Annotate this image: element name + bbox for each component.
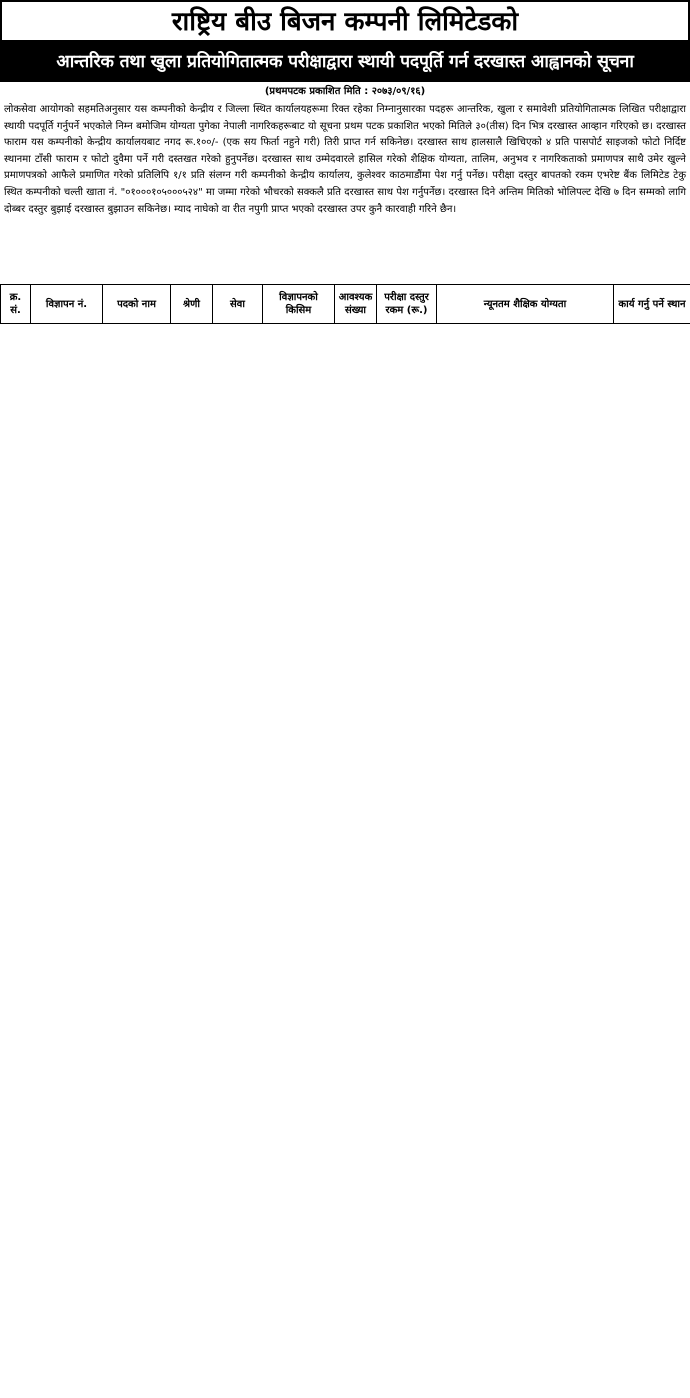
- org-name: राष्ट्रिय बीउ बिजन कम्पनी लिमिटेडको: [0, 0, 690, 42]
- col-location: कार्य गर्नु पर्ने स्थान: [614, 285, 690, 324]
- col-qualification: न्यूनतम शैक्षिक योग्यता: [437, 285, 614, 324]
- col-ad-type: विज्ञापनको किसिम: [263, 285, 335, 324]
- notice-headline: आन्तरिक तथा खुला प्रतियोगितात्मक परीक्षाद्वारा स्थायी पदपूर्ति गर्न दरखास्त आह्वानको सूचना: [0, 42, 690, 82]
- publication-date: (प्रथमपटक प्रकाशित मिति : २०७३/०९/१६): [264, 86, 426, 97]
- intro-paragraph: लोकसेवा आयोगको सहमतिअनुसार यस कम्पनीको केन्द्रीय र जिल्ला स्थित कार्यालयहरूमा रिक्त रहेका निम्नानुसारका पदहरू आन्तरिक, खुला र समावेशी प्रतियोगितात्मक लिखित परीक्षाद्वारा स्थायी पदपूर्ति गर्नुपर्ने भएकोले निम्न बमोजिम योग्यता पुगेका नेपाली नागरिकहरूबाट यो सूचना प्रथम पटक प्रकाशित भएको मितिले ३०(तीस) दिन भित्र दरखास्त आव्हान गरिएको छ। दरखास्त फाराम यस कम्पनीको केन्द्रीय कार्यालयबाट नगद रू.१००/- (एक सय फिर्ता नहुने गरी) तिरी प्राप्त गर्न सकिनेछ। दरखास्त साथ हालसालै खिचिएको ४ प्रति पासपोर्ट साइजको फोटो निर्दिष्ट स्थानमा टाँसी फाराम र फोटो दुवैमा पर्ने गरी दस्तखत गरेको हुनुपर्नेछ। दरखास्त साथ उम्मेदवारले हासिल गरेको शैक्षिक योग्यता, तालिम, अनुभव र नागरिकताको प्रमाणपत्र साथै उमेर खुल्ने प्रमाणपत्रको आफैले प्रमाणित गरेको प्रतिलिपि १/१ प्रति संलग्न गरी कम्पनीको केन्द्रीय कार्यालय, कुलेश्वर काठमाडौंमा पेश गर्नु पर्नेछ। परीक्षा दस्तुर बापतको रकम एभरेष्ट बैंक लिमिटेड टेकु स्थित कम्पनीको चल्ती खाता नं. "०१०००१०५०००५२४" मा जम्मा गरेको भौचरको सक्कलै प्रति दरखास्त साथ पेश गर्नुपर्नेछ। दरखास्त दिने अन्तिम मितिको भोलिपल्ट देखि ७ दिन सम्मको लागि दोब्बर दस्तुर बुझाई दरखास्त बुझाउन सकिनेछ। म्याद नाघेको वा रीत नपुगी प्राप्त भएको दरखास्त उपर कुनै कारवाही गरिने छैन।: [4, 104, 686, 215]
- table-header-row: [1, 285, 690, 324]
- col-sn: क्र. सं.: [1, 285, 31, 324]
- col-level: श्रेणी: [171, 285, 213, 324]
- col-count: आवश्यक संख्या: [335, 285, 377, 324]
- col-service: सेवा: [213, 285, 263, 324]
- col-fee: परीक्षा दस्तुर रकम (रू.): [377, 285, 437, 324]
- vacancy-table: [0, 284, 690, 324]
- col-post: पदको नाम: [103, 285, 171, 324]
- col-ad-no: विज्ञापन नं.: [31, 285, 103, 324]
